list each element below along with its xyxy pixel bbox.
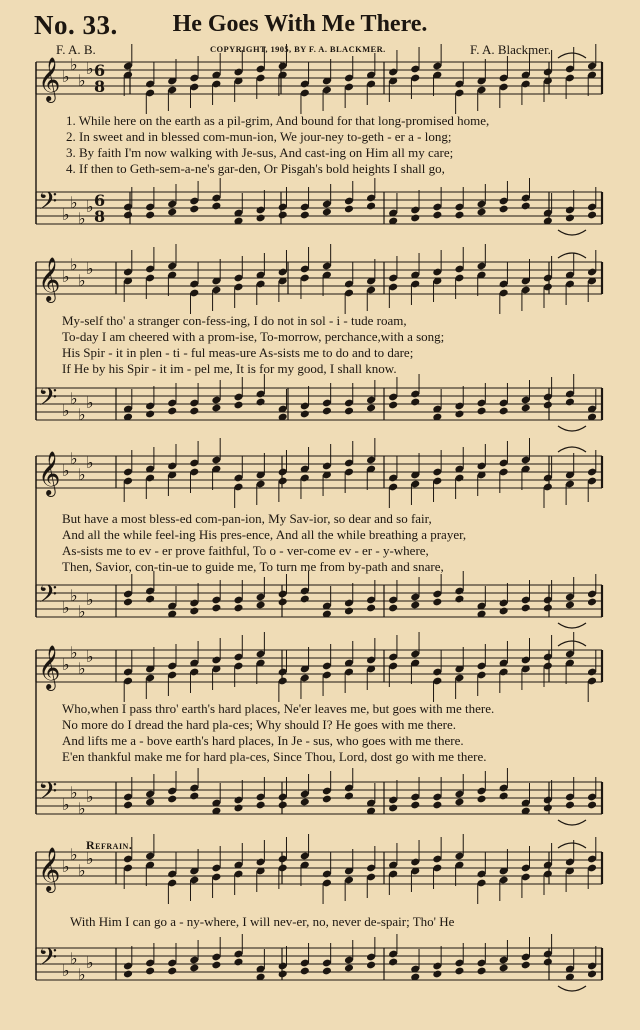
flat-sign: ♭	[70, 193, 78, 212]
note-head	[189, 792, 199, 801]
note-head	[543, 401, 553, 410]
flat-sign: ♭	[70, 449, 78, 468]
verse-line: 1. While here on the earth as a pil-grim, And bound for that long-promised home,	[66, 113, 490, 128]
note-head	[123, 598, 133, 607]
note-head	[145, 410, 155, 419]
note-head	[410, 601, 420, 610]
note-head	[521, 404, 531, 413]
time-signature: 6	[94, 191, 106, 210]
note-head	[344, 792, 354, 801]
note-head	[123, 211, 133, 220]
tie-arc	[558, 820, 586, 825]
note-head	[521, 604, 531, 613]
flat-sign: ♭	[62, 857, 70, 876]
time-signature: 8	[94, 77, 106, 96]
tie-arc	[558, 843, 586, 848]
tie-arc	[558, 53, 586, 58]
note-head	[211, 604, 221, 613]
note-head	[344, 607, 354, 616]
note-head	[123, 801, 133, 810]
flat-sign: ♭	[86, 59, 94, 78]
note-head	[388, 804, 398, 813]
note-head	[278, 801, 288, 810]
verse-line: 3. By faith I'm now walking with Je-sus, And cast-ing on Him all my care;	[66, 145, 454, 160]
note-head	[521, 961, 531, 970]
note-head	[454, 211, 464, 220]
note-head	[476, 407, 486, 416]
flat-sign: ♭	[86, 393, 94, 412]
hymn-number: No. 33.	[34, 10, 118, 40]
note-head	[344, 205, 354, 214]
flat-sign: ♭	[70, 783, 78, 802]
verse-line: E'en thankful make me for hard pla-ces, Since Thou, Lord, dost go with me there.	[62, 749, 487, 764]
note-head	[278, 211, 288, 220]
flat-sign: ♭	[86, 590, 94, 609]
note-head	[145, 595, 155, 604]
flat-sign: ♭	[78, 71, 86, 90]
note-head	[167, 795, 177, 804]
flat-sign: ♭	[86, 647, 94, 666]
flat-sign: ♭	[62, 67, 70, 86]
note-head	[565, 398, 575, 407]
note-head	[233, 604, 243, 613]
bass-clef: 𝄢	[38, 580, 58, 615]
treble-clef: 𝄞	[38, 645, 61, 689]
note-head	[587, 801, 597, 810]
flat-sign: ♭	[62, 461, 70, 480]
note-head	[167, 407, 177, 416]
note-head	[454, 595, 464, 604]
note-head	[211, 202, 221, 211]
bass-clef: 𝄢	[38, 383, 58, 418]
note-head	[145, 211, 155, 220]
tie-arc	[558, 253, 586, 258]
note-head	[521, 202, 531, 211]
tie-arc	[558, 986, 586, 991]
bass-clef: 𝄢	[38, 187, 58, 222]
note-head	[145, 967, 155, 976]
note-head	[410, 214, 420, 223]
verse-line: 2. In sweet and in blessed com-mun-ion, We jour-ney to-geth - er a - long;	[66, 129, 452, 144]
note-head	[189, 205, 199, 214]
verse-line: But have a most bless-ed com-pan-ion, My Sav-ior, so dear and so fair,	[62, 511, 432, 526]
note-head	[476, 795, 486, 804]
flat-sign: ♭	[86, 453, 94, 472]
note-head	[145, 798, 155, 807]
treble-clef: 𝄞	[38, 257, 61, 301]
verse-line: No more do I dread the hard pla-ces; Why should I? He goes with me there.	[62, 717, 456, 732]
note-head	[587, 211, 597, 220]
flat-sign: ♭	[86, 259, 94, 278]
note-head	[432, 801, 442, 810]
note-head	[432, 211, 442, 220]
note-head	[233, 804, 243, 813]
note-head	[499, 964, 509, 973]
note-head	[366, 404, 376, 413]
flat-sign: ♭	[62, 598, 70, 617]
flat-sign: ♭	[70, 55, 78, 74]
note-head	[543, 604, 553, 613]
note-head	[388, 958, 398, 967]
flat-sign: ♭	[78, 659, 86, 678]
note-head	[322, 795, 332, 804]
note-head	[587, 970, 597, 979]
verse-line: To-day I am cheered with a prom-ise, To-morrow, perchance,with a song;	[62, 329, 445, 344]
flat-sign: ♭	[86, 787, 94, 806]
note-head	[322, 407, 332, 416]
flat-sign: ♭	[78, 861, 86, 880]
note-head	[322, 967, 332, 976]
note-head	[233, 401, 243, 410]
flat-sign: ♭	[86, 849, 94, 868]
tie-arc	[558, 230, 586, 235]
note-head	[233, 958, 243, 967]
verse-line: Who,when I pass thro' earth's hard places, Ne'er leaves me, but goes with me there.	[62, 701, 495, 716]
note-head	[454, 967, 464, 976]
flat-sign: ♭	[62, 795, 70, 814]
note-head	[543, 958, 553, 967]
verse-line: And lifts me a - bove earth's hard places, In Je - sus, who goes with me there.	[62, 733, 464, 748]
note-head	[256, 601, 266, 610]
note-head	[366, 202, 376, 211]
note-head	[432, 598, 442, 607]
verse-line: My-self tho' a stranger con-fess-ing, I do not in sol - i - tude roam,	[62, 313, 407, 328]
note-head	[300, 410, 310, 419]
verse-line: 4. If then to Geth-sem-a-ne's gar-den, Or Pisgah's bold heights I shall go,	[66, 161, 445, 176]
flat-sign: ♭	[70, 643, 78, 662]
note-head	[587, 598, 597, 607]
note-head	[256, 214, 266, 223]
flat-sign: ♭	[62, 267, 70, 286]
tie-arc	[558, 623, 586, 628]
copyright-notice: COPYRIGHT, 1905, BY F. A. BLACKMER.	[210, 44, 386, 54]
note-head	[189, 407, 199, 416]
note-head	[211, 961, 221, 970]
note-head	[256, 398, 266, 407]
note-head	[454, 410, 464, 419]
note-head	[300, 211, 310, 220]
note-head	[322, 208, 332, 217]
treble-clef: 𝄞	[38, 451, 61, 495]
refrain-label: Refrain.	[86, 838, 133, 852]
note-head	[388, 401, 398, 410]
time-signature: 6	[94, 61, 106, 80]
note-head	[123, 970, 133, 979]
note-head	[300, 595, 310, 604]
flat-sign: ♭	[78, 271, 86, 290]
flat-sign: ♭	[78, 465, 86, 484]
note-head	[543, 804, 553, 813]
note-head	[167, 967, 177, 976]
flat-sign: ♭	[86, 197, 94, 216]
tie-arc	[558, 447, 586, 452]
verse-line: His Spir - it in plen - ti - ful meas-ure As-sists me to do and to dare;	[62, 345, 414, 360]
note-head	[499, 407, 509, 416]
note-head	[211, 404, 221, 413]
note-head	[499, 792, 509, 801]
note-head	[410, 398, 420, 407]
bass-clef: 𝄢	[38, 777, 58, 812]
note-head	[366, 604, 376, 613]
note-head	[565, 801, 575, 810]
note-head	[189, 607, 199, 616]
note-head	[432, 970, 442, 979]
note-head	[499, 205, 509, 214]
note-head	[388, 604, 398, 613]
verse-line: And all the while feel-ing His pres-ence, And all the while breathing a prayer,	[62, 527, 467, 542]
flat-sign: ♭	[86, 953, 94, 972]
note-head	[278, 970, 288, 979]
flat-sign: ♭	[78, 965, 86, 984]
note-head	[476, 208, 486, 217]
note-head	[300, 967, 310, 976]
verse-line: If He by his Spir - it im - pel me, It is for my good, I shall know.	[62, 361, 397, 376]
flat-sign: ♭	[70, 845, 78, 864]
flat-sign: ♭	[62, 655, 70, 674]
verse-line: Then, Savior, con-tin-ue to guide me, To turn me from by-path and snare,	[62, 559, 444, 574]
note-head	[256, 801, 266, 810]
note-head	[278, 598, 288, 607]
flat-sign: ♭	[70, 586, 78, 605]
treble-clef: 𝄞	[38, 57, 61, 101]
flat-sign: ♭	[70, 389, 78, 408]
flat-sign: ♭	[62, 205, 70, 224]
note-head	[344, 407, 354, 416]
flat-sign: ♭	[70, 255, 78, 274]
bass-clef: 𝄢	[38, 943, 58, 978]
tie-arc	[558, 426, 586, 431]
flat-sign: ♭	[62, 401, 70, 420]
note-head	[344, 964, 354, 973]
tie-arc	[558, 641, 586, 646]
flat-sign: ♭	[62, 961, 70, 980]
time-signature: 8	[94, 207, 106, 226]
treble-clef: 𝄞	[38, 847, 61, 891]
note-head	[167, 208, 177, 217]
flat-sign: ♭	[78, 209, 86, 228]
flat-sign: ♭	[70, 949, 78, 968]
hymn-title: He Goes With Me There.	[172, 11, 428, 37]
note-head	[565, 214, 575, 223]
note-head	[476, 967, 486, 976]
note-head	[499, 607, 509, 616]
flat-sign: ♭	[78, 405, 86, 424]
note-head	[565, 601, 575, 610]
note-head	[300, 798, 310, 807]
flat-sign: ♭	[78, 602, 86, 621]
note-head	[189, 964, 199, 973]
note-head	[454, 798, 464, 807]
note-head	[410, 801, 420, 810]
verse-line: As-sists me to ev - er prove faithful, To o - ver-come ev - er - y-where,	[62, 543, 429, 558]
note-head	[366, 961, 376, 970]
lyricist-credit: F. A. B.	[56, 42, 96, 57]
refrain-lyrics: With Him I can go a - ny-where, I will nev-er, no, never de-spair; Tho' He	[70, 914, 455, 929]
flat-sign: ♭	[78, 799, 86, 818]
composer-credit: F. A. Blackmer.	[470, 42, 551, 57]
